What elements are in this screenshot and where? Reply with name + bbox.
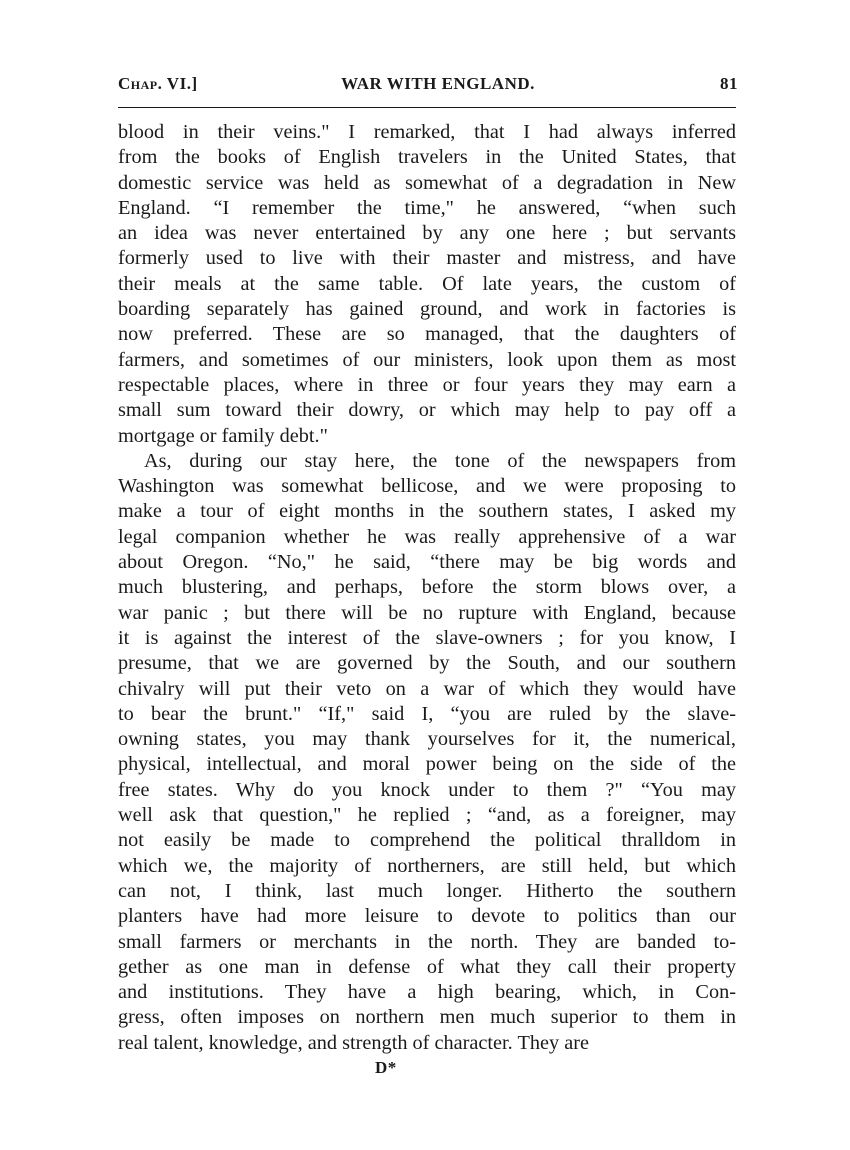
text-line: not easily be made to comprehend the political thralldom in bbox=[118, 829, 736, 852]
text-line: which we, the majority of northerners, are still held, but which bbox=[118, 854, 736, 877]
text-line: small farmers or merchants in the north. They are banded to- bbox=[118, 930, 736, 953]
text-line: now preferred. These are so managed, that the daughters of bbox=[118, 323, 736, 346]
text-line: physical, intellectual, and moral power being on the side of the bbox=[118, 753, 736, 776]
text-line: boarding separately has gained ground, and work in factories is bbox=[118, 298, 736, 321]
text-line: farmers, and sometimes of our ministers, look upon them as most bbox=[118, 348, 736, 371]
page-number: 81 bbox=[720, 74, 738, 93]
text-line: mortgage or family debt." bbox=[118, 424, 328, 447]
text-line: legal companion whether he was really apprehensive of a war bbox=[118, 525, 736, 548]
text-line: chivalry will put their veto on a war of which they would have bbox=[118, 677, 736, 700]
text-line: small sum toward their dowry, or which may help to pay off a bbox=[118, 399, 736, 422]
text-line: it is against the interest of the slave-owners ; for you know, I bbox=[118, 626, 736, 649]
body-text bbox=[118, 120, 736, 1056]
text-line: respectable places, where in three or four years they may earn a bbox=[118, 373, 736, 396]
text-line: presume, that we are governed by the South, and our southern bbox=[118, 652, 736, 675]
text-line: much blustering, and perhaps, before the storm blows over, a bbox=[118, 576, 736, 599]
text-line: domestic service was held as somewhat of a degradation in New bbox=[118, 171, 736, 194]
text-line: formerly used to live with their master and mistress, and have bbox=[118, 247, 736, 270]
text-line: to bear the brunt." “If," said I, “you are ruled by the slave- bbox=[118, 702, 736, 725]
text-line: planters have had more leisure to devote to politics than our bbox=[118, 905, 736, 928]
text-line: gether as one man in defense of what they call their property bbox=[118, 955, 736, 978]
page-title: WAR WITH ENGLAND. bbox=[341, 74, 535, 93]
text-line: war panic ; but there will be no rupture with England, because bbox=[118, 601, 736, 624]
text-line: from the books of English travelers in the United States, that bbox=[118, 146, 736, 169]
text-line: their meals at the same table. Of late years, the custom of bbox=[118, 272, 736, 295]
text-line: free states. Why do you knock under to them ?" “You may bbox=[118, 778, 736, 801]
header-rule bbox=[118, 107, 736, 108]
running-head bbox=[118, 74, 738, 98]
text-line: and institutions. They have a high bearing, which, in Con- bbox=[118, 981, 736, 1004]
text-line: blood in their veins." I remarked, that I had always inferred bbox=[118, 121, 736, 143]
text-line: an idea was never entertained by any one here ; but servants bbox=[118, 222, 736, 245]
chapter-label: Chap. VI.] bbox=[118, 74, 198, 93]
text-line: Washington was somewhat bellicose, and we were proposing to bbox=[118, 475, 736, 498]
text-line: about Oregon. “No," he said, “there may be big words and bbox=[118, 551, 736, 574]
text-line: well ask that question," he replied ; “and, as a foreigner, may bbox=[118, 804, 736, 827]
text-line: England. “I remember the time," he answered, “when such bbox=[118, 196, 736, 219]
text-line: gress, often imposes on northern men much superior to them in bbox=[118, 1006, 736, 1029]
text-line: As, during our stay here, the tone of the newspapers from bbox=[144, 449, 736, 472]
signature-mark: D* bbox=[375, 1058, 397, 1077]
text-line: can not, I think, last much longer. Hitherto the southern bbox=[118, 879, 736, 902]
text-line: make a tour of eight months in the southern states, I asked my bbox=[118, 500, 736, 523]
text-line: real talent, knowledge, and strength of character. They are bbox=[118, 1031, 589, 1054]
text-line: owning states, you may thank yourselves for it, the numerical, bbox=[118, 728, 736, 751]
